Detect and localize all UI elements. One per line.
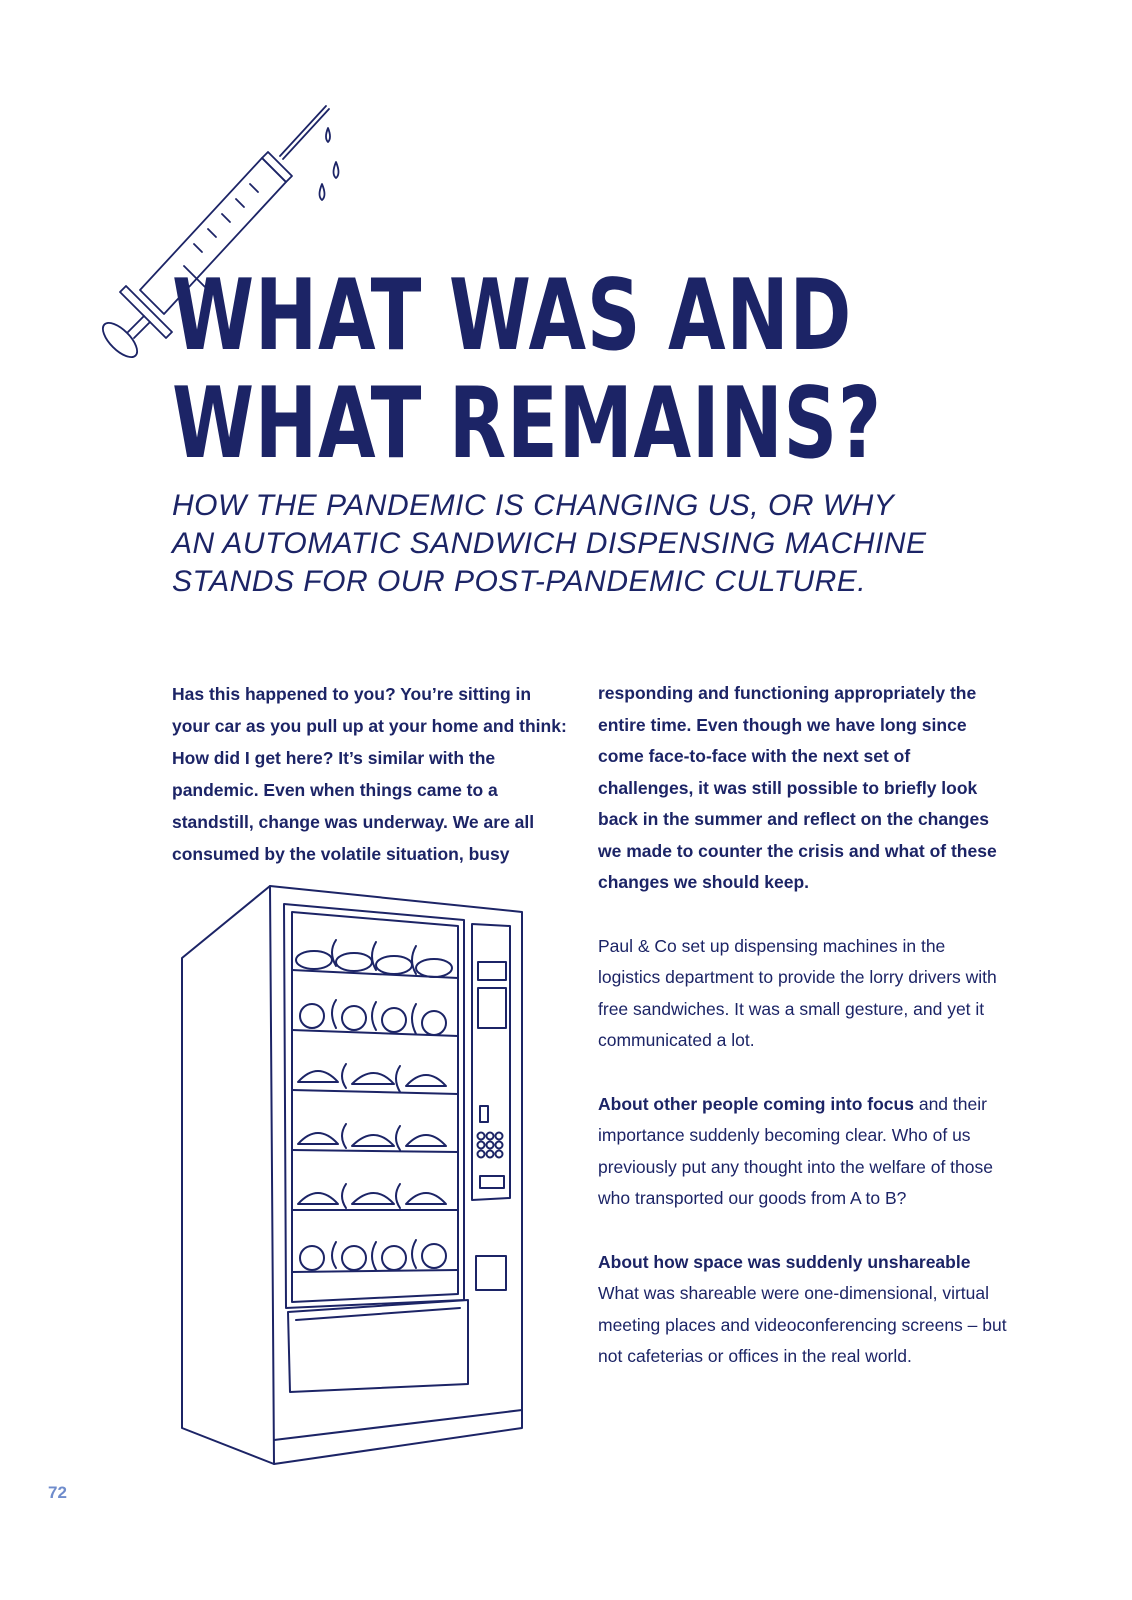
subtitle-line-3: STANDS FOR OUR POST-PANDEMIC CULTURE.	[172, 565, 867, 598]
paragraph-other-people	[598, 1089, 1008, 1215]
page-title	[172, 259, 882, 481]
paragraph-dispensing-machines: Paul & Co set up dispensing machines in the logistics department to provide the lorry drivers with free sandwiches. It was a small gesture, and yet it communicated a lot.	[598, 935, 997, 1050]
vending-machine-icon	[178, 880, 526, 1470]
intro-paragraph-left: Has this happened to you? You’re sitting in your car as you pull up at your home and think: How did I get here? It’s similar with the pandemic. Even when things came to a standstill, change was underway. We are all consumed by the volatile situation, busy	[172, 684, 567, 864]
subtitle-line-1: HOW THE PANDEMIC IS CHANGING US, OR WHY	[172, 489, 895, 522]
paragraph-unshareable-space-text: What was shareable were one-dimensional, virtual meeting places and videoconferencing screens – but not cafeterias or offices in the real world.	[598, 1283, 1007, 1366]
title-line-1: WHAT WAS AND	[172, 259, 853, 373]
paragraph-unshareable-space	[598, 1247, 1008, 1373]
title-line-2: WHAT REMAINS?	[172, 367, 882, 481]
paragraph-other-people-text: and their importance suddenly becoming clear. Who of us previously put any thought into the welfare of those who transported our goods from A to B?	[598, 1093, 993, 1208]
subtitle-line-2: AN AUTOMATIC SANDWICH DISPENSING MACHINE	[172, 527, 927, 560]
right-column	[598, 678, 1008, 1405]
page-number: 72	[48, 1483, 67, 1502]
page-subtitle	[172, 487, 927, 601]
paragraph-unshareable-space-heading: About how space was suddenly unshareable	[598, 1251, 971, 1272]
paragraph-other-people-heading: About other people coming into focus	[598, 1093, 914, 1114]
intro-paragraph-right: responding and functioning appropriately the entire time. Even though we have long since come face-to-face with the next set of challenges, it was still possible to briefly look back in the summer and reflect on the changes we made to counter the crisis and what of these changes we should keep.	[598, 683, 997, 892]
